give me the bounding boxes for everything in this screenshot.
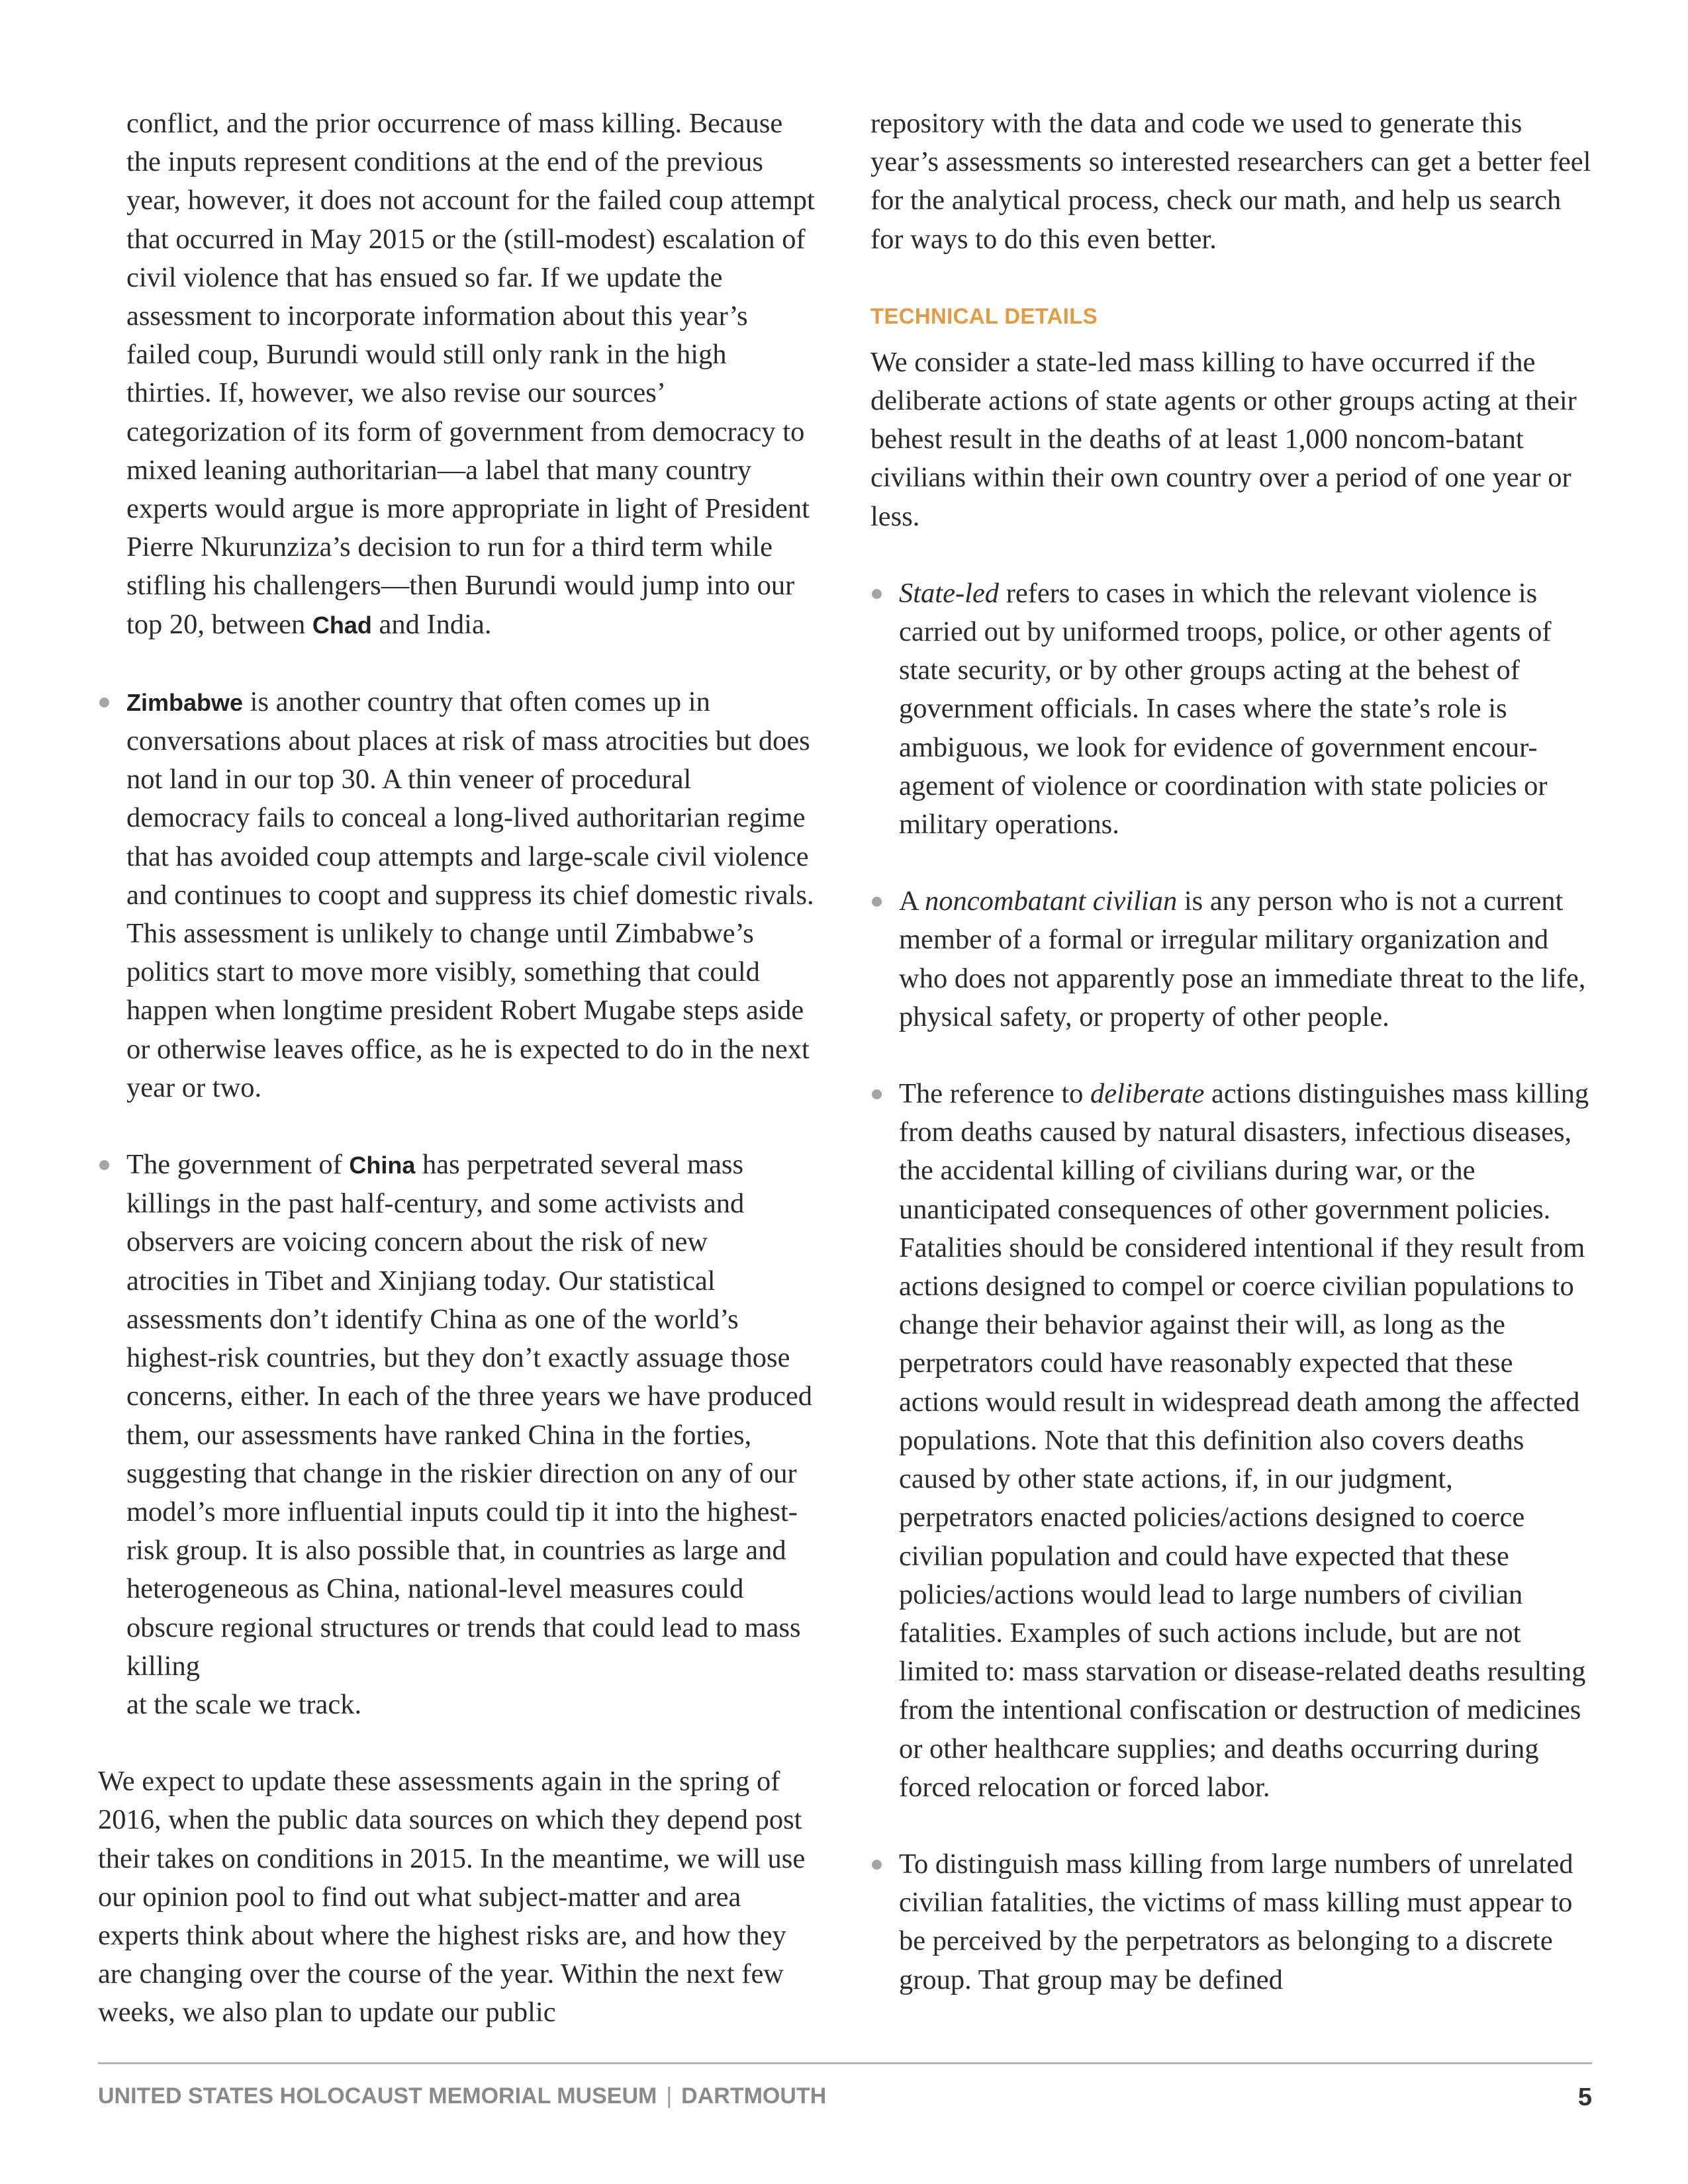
bullet-icon [872,897,882,907]
list-item-noncombatant: A noncombatant civilian is any person who is not a current member of a formal or irregular military organization and who does not apparently pose an immediate threat to the life, physical safety, or property of other people. [870,882,1592,1036]
country-name-zimbabwe: Zimbabwe [126,688,244,716]
country-name-chad: Chad [312,611,372,639]
list-item-state-led: State-led refers to cases in which the relevant violence is carried out by uniformed troops, police, or other agents of state security, or by other groups acting at the behest of government officials. In cases where the state’s role is ambiguous, we look for evidence of government encour-agement of violence or coordination with state policies or military operations. [870,574,1592,844]
closing-paragraph: We expect to update these assessments again in the spring of 2016, when the public data sources on which they depend post their takes on conditions in 2015. In the meantime, we will use our opinion pool to find out what subject-matter and area experts think about where the highest risks are, and how they are changing over the course of the year. Within the next few weeks, we also plan to update our public [98,1766,806,2028]
footer-org-dartmouth: DARTMOUTH [681,2083,827,2109]
footer-separator: | [666,2083,673,2109]
bullet-icon [872,1860,882,1870]
list-item-china: The government of China has perpetrated several mass killings in the past half-century, and some activists and observers are voicing concern about the risk of new atrocities in Tibet and Xinjiang today. Our statistical assessments don’t identify China as one of the world’s highest-risk countries, but they don’t exactly assuage those concerns, either. In each of the three years we have produced them, our assessments have ranked China in the forties, suggesting that change in the riskier direction on any of our model’s more influential inputs could tip it into the highest-risk group. It is also possible that, in countries as large and heterogeneous as China, national-level measures could obscure regional structures or trends that could lead to mass killing at the scale we track. [98,1146,816,1724]
repository-paragraph: repository with the data and code we used to generate this year’s assessments so interested researchers can get a better feel for the analytical process, check our math, and help us search for ways to do this even better. [870,108,1591,255]
list-item-zimbabwe: Zimbabwe is another country that often comes up in conversations about places at risk of mass atrocities but does not land in our top 30. A thin veneer of procedural democracy fails to conceal a long-lived authoritarian regime that has avoided coup attempts and large-scale civil violence and continues to coopt and suppress its chief domestic rivals. This assessment is unlikely to change until Zimbabwe’s politics start to move more visibly, something that could happen when longtime president Robert Mugabe steps aside or otherwise leaves office, as he is expected to do in the next year or two. [98,683,816,1107]
bullet-icon [99,1160,109,1170]
bullet-icon [872,589,882,599]
right-column [870,105,1592,1999]
page-number: 5 [1577,2083,1592,2111]
bullet-icon [99,698,109,707]
footer-divider [98,2062,1592,2064]
country-name-china: China [349,1152,416,1179]
list-item-discrete-group: To distinguish mass killing from large numbers of unrelated civilian fatalities, the victims of mass killing must appear to be perceived by the perpetrators as belonging to a discrete group. That group may be defined [870,1845,1592,1999]
definition-paragraph: We consider a state-led mass killing to have occurred if the deliberate actions of state agents or other groups acting at their behest result in the deaths of at least 1,000 noncom-batant civilians within their own country over a period of one year or less. [870,346,1577,532]
footer-org-ushmm: UNITED STATES HOLOCAUST MEMORIAL MUSEUM [98,2083,657,2109]
left-column [98,105,816,2032]
section-heading: TECHNICAL DETAILS [870,303,1098,328]
bullet-icon [872,1089,882,1099]
list-item-deliberate: The reference to deliberate actions distinguishes mass killing from deaths caused by natural disasters, infectious diseases, the accidental killing of civilians during war, or the unanticipated consequences of other government policies. Fatalities should be considered intentional if they result from actions designed to compel or coerce civilian populations to change their behavior against their will, as long as the perpetrators could have reasonably expected that these actions would result in widespread death among the affected populations. Note that this definition also covers deaths caused by other state actions, if, in our judgment, perpetrators enacted policies/actions designed to coerce civilian population and could have expected that these policies/actions would lead to large numbers of civilian fatalities. Examples of such actions include, but are not limited to: mass starvation or disease-related deaths resulting from the intentional confiscation or destruction of medicines or other healthcare supplies; and deaths occurring during forced relocation or forced labor. [870,1075,1592,1807]
page-footer [98,2083,1592,2115]
burundi-paragraph: conflict, and the prior occurrence of mass killing. Because the inputs represent conditions at the end of the previous year, however, it does not account for the failed coup attempt that occurred in May 2015 or the (still-modest) escalation of civil violence that has ensued so far. If we update the assessment to incorporate information about this year’s failed coup, Burundi would still only rank in the high thirties. If, however, we also revise our sources’ categorization of its form of government from democracy to mixed leaning authoritarian—a label that many country experts would argue is more appropriate in light of President Pierre Nkurunziza’s decision to run for a third term while stifling his challengers—then Burundi would jump into our top 20, between Chad and India. [126,108,815,640]
